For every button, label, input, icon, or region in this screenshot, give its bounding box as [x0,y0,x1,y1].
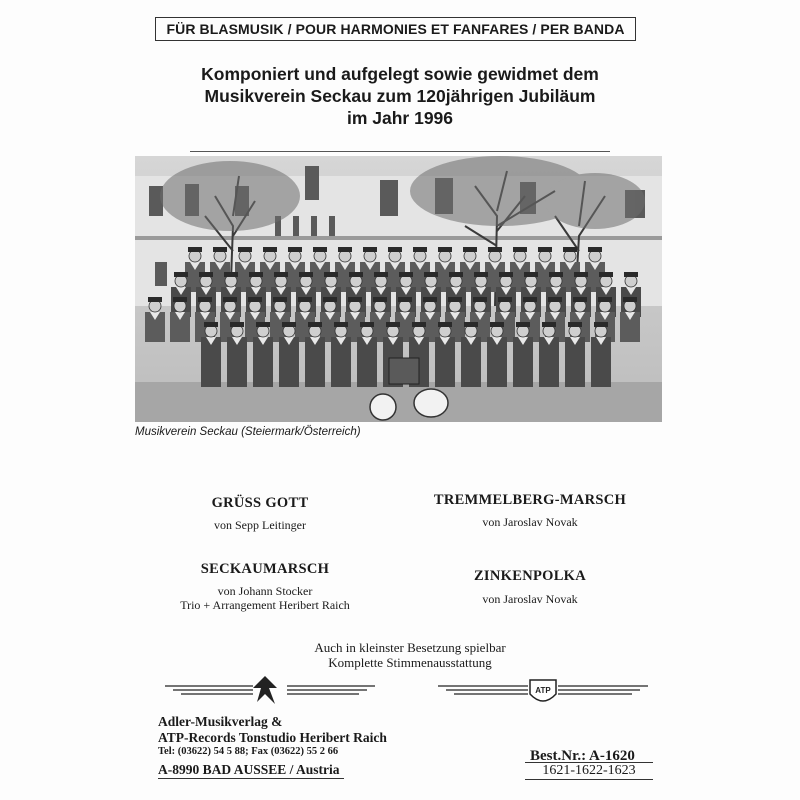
publisher-phone: Tel: (03622) 54 5 88; Fax (03622) 55 2 66 [158,746,339,757]
band-member-hat [238,247,252,252]
band-member-hat [299,272,313,277]
band-member-hat [449,272,463,277]
band-member-hat [573,297,587,302]
band-member-hat [398,297,412,302]
band-member-hat [298,297,312,302]
band-member-hat [424,272,438,277]
band-member-hat [198,297,212,302]
band-member-hat [488,247,502,252]
band-member-hat [574,272,588,277]
band-member-hat [568,322,582,327]
band-member-hat [360,322,374,327]
band-member-hat [288,247,302,252]
band-photo-illustration [135,156,662,422]
band-member-hat [463,247,477,252]
band-member-hat [549,272,563,277]
band-member-hat [213,247,227,252]
band-member-hat [204,322,218,327]
band-member-hat [363,247,377,252]
atp-logo [438,676,648,708]
dedication-line-3: im Jahr 1996 [346,108,454,128]
band-member-hat [513,247,527,252]
band-member-hat [334,322,348,327]
piece-title-gruss-gott: GRÜSS GOTT [211,495,309,511]
band-member-hat [373,297,387,302]
band-member-hat [594,322,608,327]
band-member-hat [263,247,277,252]
band-member-hat [413,247,427,252]
band-member-hat [588,247,602,252]
piece-title-zinkenpolka: ZINKENPOLKA [473,568,587,584]
band-member-hat [188,247,202,252]
order-number: Best.Nr.: A-1620 [530,748,635,764]
band-member-hat [224,272,238,277]
band-member-hat [438,247,452,252]
band-member-hat [523,297,537,302]
atp-shield-icon [438,676,648,708]
adler-logo [165,674,375,706]
band-member-hat [448,297,462,302]
band-member-hat [464,322,478,327]
dedication-line-2: Musikverein Seckau zum 120jährigen Jubiläum [204,86,596,106]
band-member-hat [423,297,437,302]
band-member-hat [274,272,288,277]
piece-credit-gruss-gott: von Sepp Leitinger [214,518,306,532]
band-member-hat [623,297,637,302]
piece-title-tremmelberg: TREMMELBERG-MARSCH [433,492,627,508]
publisher-studio: ATP-Records Tonstudio Heribert Raich [158,730,387,745]
publisher-address: A-8990 BAD AUSSEE / Austria [158,762,344,779]
band-member-hat [374,272,388,277]
band-member-hat [256,322,270,327]
piece-credit-tremmelberg: von Jaroslav Novak [482,515,578,529]
band-member-hat [324,272,338,277]
dedication-line-1: Komponiert und aufgelegt sowie gewidmet dem [201,64,599,84]
band-member-hat [249,272,263,277]
band-member-hat [542,322,556,327]
band-member-hat [498,297,512,302]
band-member-hat [624,272,638,277]
band-member-hat [174,272,188,277]
atp-logo-text: ATP [535,686,551,695]
band-member-hat [598,297,612,302]
band-member-hat [412,322,426,327]
band-member-hat [563,247,577,252]
band-member-hat [199,272,213,277]
note-line-2: Komplette Stimmenausstattung [328,655,492,670]
band-member-hat [349,272,363,277]
band-member-hat [308,322,322,327]
header-bar: FÜR BLASMUSIK / POUR HARMONIES ET FANFARES / PER BANDA [155,17,636,41]
band-member-hat [230,322,244,327]
band-photo [135,156,662,422]
piece-credit-seckaumarsch-1: von Johann Stocker [217,584,313,598]
band-member-hat [223,297,237,302]
band-member-hat [524,272,538,277]
band-member-hat [173,297,187,302]
band-member-hat [538,247,552,252]
band-member-hat [473,297,487,302]
band-member-hat [273,297,287,302]
band-member-hat [499,272,513,277]
note-line-1: Auch in kleinster Besetzung spielbar [314,640,506,655]
band-member-hat [399,272,413,277]
order-related-numbers: 1621-1622-1623 [525,762,653,780]
band-member-hat [248,297,262,302]
band-member-hat [348,297,362,302]
divider-rule [190,151,610,152]
band-member-hat [323,297,337,302]
band-member-hat [282,322,296,327]
band-member-hat [599,272,613,277]
piece-credit-seckaumarsch-2: Trio + Arrangement Heribert Raich [180,598,350,612]
band-member-hat [474,272,488,277]
band-member-hat [548,297,562,302]
band-member-hat [386,322,400,327]
band-member-hat [490,322,504,327]
publisher-name: Adler-Musikverlag & [158,714,283,729]
band-member-hat [438,322,452,327]
band-member-hat [516,322,530,327]
band-member-hat [313,247,327,252]
photo-caption: Musikverein Seckau (Steiermark/Österreich) [135,426,361,438]
band-member-hat [148,297,162,302]
piece-credit-zinkenpolka: von Jaroslav Novak [482,592,578,606]
band-member-hat [388,247,402,252]
band-member-hat [338,247,352,252]
piece-title-seckaumarsch: SECKAUMARSCH [200,561,330,577]
eagle-icon [165,674,375,706]
